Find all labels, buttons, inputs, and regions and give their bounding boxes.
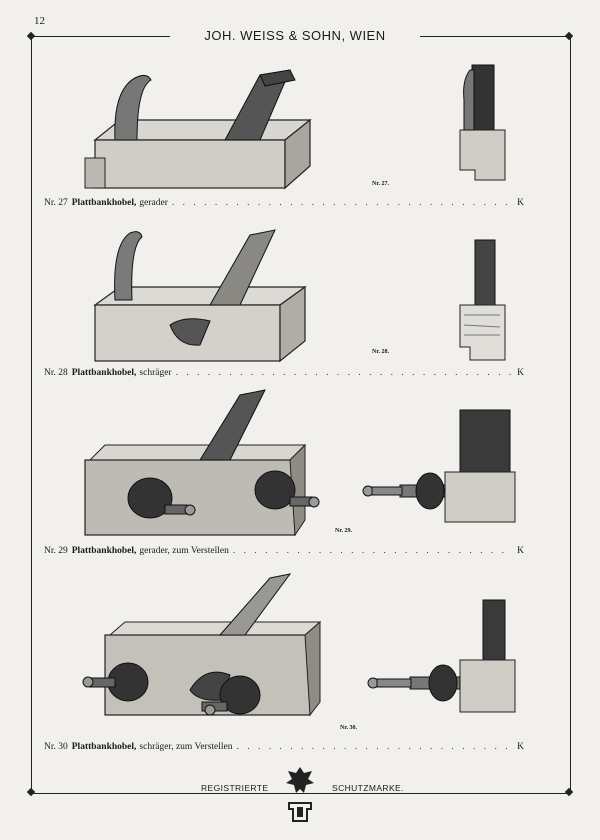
leader-dots [176,368,514,378]
leader-dots [237,742,514,752]
figure-label: Nr. 30. [340,725,357,731]
figure-label: Nr. 28. [372,349,389,355]
entry-description: schräger, zum Verstellen [139,742,233,752]
entry-row [44,742,524,752]
entry-price: K [517,198,524,208]
figure-label: Nr. 29. [335,528,352,534]
entry-number: Nr. 28 [44,368,68,378]
entry-description: gerader, zum Verstellen [139,546,229,556]
plane-28-illustration [90,225,315,365]
leader-dots [172,198,513,208]
corner-ornament [565,788,573,796]
entry-number: Nr. 29 [44,546,68,556]
plane-28-profile [450,235,520,365]
entry-row [44,546,524,556]
plane-30-profile [365,595,525,725]
entry-price: K [517,742,524,752]
entry-price: K [517,546,524,556]
entry-row [44,368,524,378]
plane-29-profile [360,405,520,535]
leader-dots [233,546,513,556]
entry-name: Plattbankhobel, [71,368,137,378]
footer-registered: REGISTRIERTE [198,783,271,793]
plane-27-profile [450,60,520,190]
plane-27-illustration [85,60,315,190]
entry-description: schräger [139,368,172,378]
plane-29-illustration [80,390,330,540]
plane-30-illustration [80,570,330,725]
entry-name: Plattbankhobel, [71,546,137,556]
entry-description: gerader [139,198,168,208]
page-number: 12 [34,15,45,27]
eagle-trademark-icon [283,765,317,825]
entry-row [44,198,524,208]
entry-name: Plattbankhobel, [71,198,137,208]
entry-price: K [517,368,524,378]
figure-label: Nr. 27. [372,181,389,187]
page-header: JOH. WEISS & SOHN, WIEN [170,28,420,43]
entry-number: Nr. 27 [44,198,68,208]
entry-name: Plattbankhobel, [71,742,137,752]
entry-number: Nr. 30 [44,742,68,752]
footer-trademark: SCHUTZMARKE. [329,783,407,793]
